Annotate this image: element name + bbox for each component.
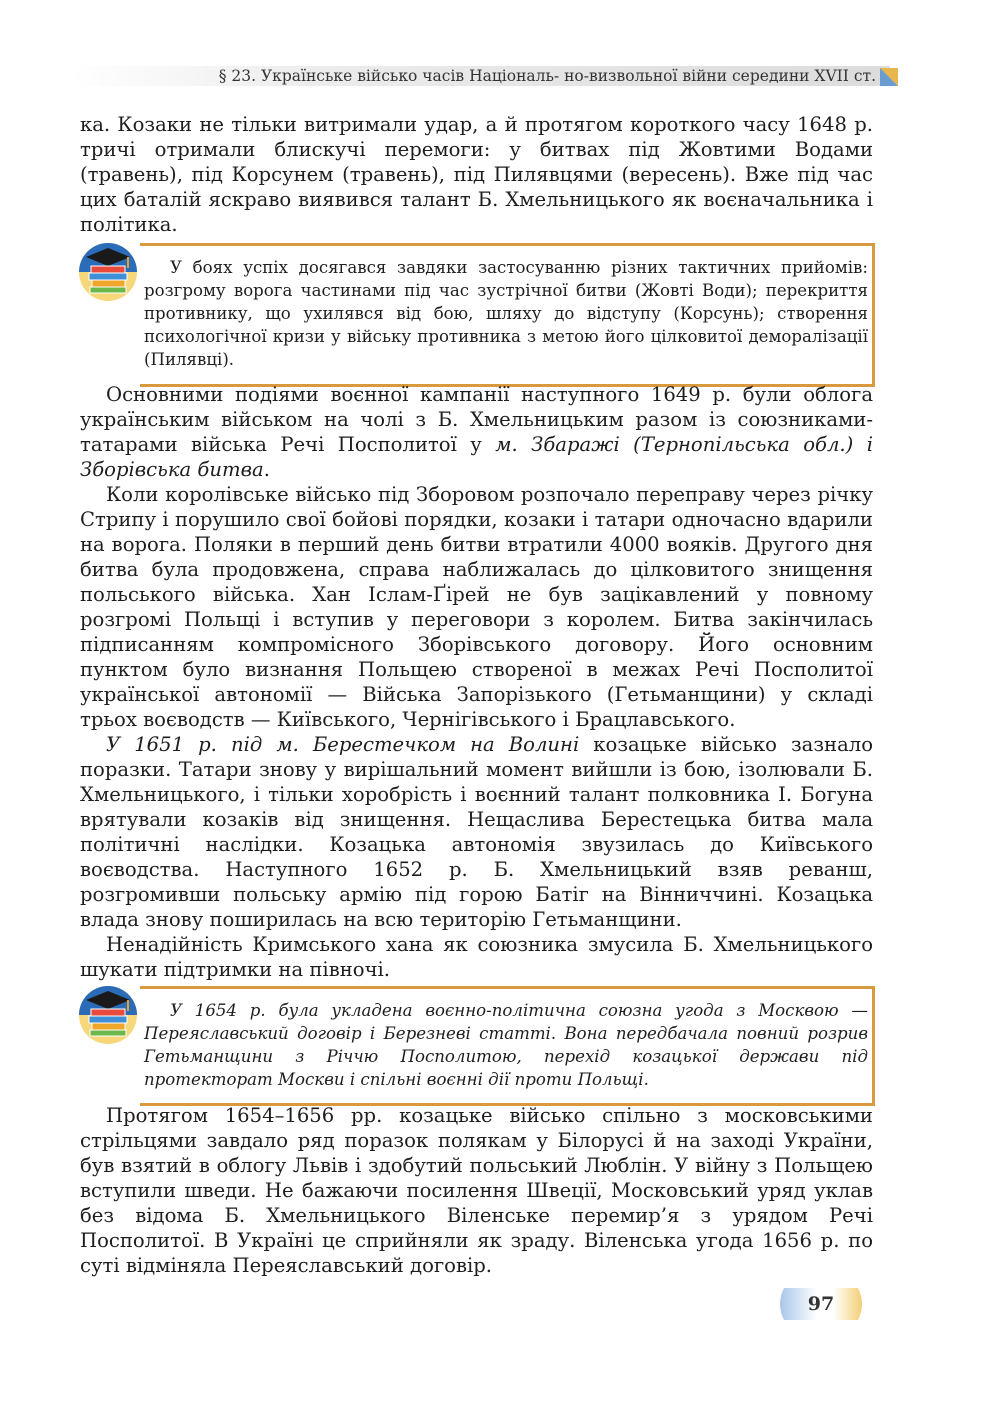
info-note-1 (140, 243, 875, 387)
info-note-2 (140, 986, 875, 1106)
running-header: § 23. Українське військо часів Національ- но-визвольної війни середини XVII ст. (218, 67, 876, 85)
page-corner-icon (880, 68, 898, 86)
info-note-2-text: У 1654 р. була укладена воєнно-політична союзна угода з Москвою — Переяславський договір і Березневі статті. Вона передбачала повний розрив Гетьманщини з Річчю Посполитою, перехід козацької держави під протекторат Москви і спільні воєнні дії проти Польщі. (144, 1001, 868, 1089)
info-note-1-text: У боях успіх досягався завдяки застосуванню різних тактичних прийомів: розгрому ворога частинами під час зустрічної битви (Жовті Води); перекриття противнику, що ухилявся від бою, шляху до відступу (Корсунь); створення психологічної кризи у війську противника з метою його цілковитої деморалізації (Пилявці). (144, 258, 868, 369)
paragraph-4 (80, 732, 873, 932)
paragraph-3: Коли королівське військо під Зборовом розпочало переправу через річку Стрипу і порушило свої бойові порядки, козаки і татари одночасно вдарили на ворога. Поляки в перший день битви втратили 4000 вояків. Другого дня битва була продовжена, справа наближалась до цілковитого знищення польського війська. Хан Іслам-Ґірей не був зацікавлений у повному розгромі Польщі і вступив у переговори з королем. Битва закінчилась підписанням компромісного Зборівського договору. Його основним пунктом було визнання Польщею створеної в межах Речі Посполитої української автономії — Війська Запорізького (Гетьманщини) у складі трьох воєводств — Київського, Чернігівського і Брацлавського. (80, 483, 873, 731)
paragraph-6: Протягом 1654–1656 рр. козацьке військо спільно з московськими стрільцями завдало ряд поразок полякам у Білорусі й на заході України, був взятий в облогу Львів і здобутий польський Люблін. У війну з Польщею вступили шведи. Не бажаючи посилення Швеції, Московський уряд уклав без відома Б. Хмельницького Віленське перемир’я з урядом Речі Посполитої. В Україні це сприйняли як зраду. Віленська угода 1656 р. по суті відміняла Переяславський договір. (80, 1104, 873, 1277)
paragraph-2 (80, 382, 873, 482)
page-number: 97 (807, 1293, 835, 1315)
paragraph-1: ка. Козаки не тільки витримали удар, а й протягом короткого часу 1648 р. тричі отримали блискучі перемоги: у битвах під Жовтими Водами (травень), під Корсунем (травень), під Пилявцями (вересень). Вже під час цих баталій яскраво виявився талант Б. Хмельницького як воєначальника і політика. (80, 113, 873, 236)
paragraph-5: Ненадійність Кримського хана як союзника змусила Б. Хмельницького шукати підтримки на півночі. (80, 933, 873, 981)
paragraph-4-text: козацьке військо зазнало поразки. Татари знову у вирішальний момент вийшли із бою, ізолювали Б. Хмельницького, і тільки хоробрість і воєнний талант полковника І. Богуна врятували козаків від знищення. Нещаслива Берестецька битва мала політичні наслідки. Козацька автономія звузилась до Київського воєводства. Наступного 1652 р. Б. Хмельницький взяв реванш, розгромивши польську армію під горою Батіг на Вінниччині. Козацька влада знову поширилась на всю територію Гетьманщини. (80, 733, 873, 931)
graduation-books-icon (78, 242, 138, 302)
paragraph-2-italic: м. Збаражі (Тернопільська обл.) і Зборівська битва (80, 433, 873, 481)
page-number-badge (776, 1286, 866, 1322)
graduation-books-icon (78, 985, 138, 1045)
paragraph-2-text: Основними подіями воєнної кампанії наступного 1649 р. були облога українським військом на чолі з Б. Хмельницьким разом із союзниками-татарами війська Речі Посполитої у (80, 383, 873, 456)
paragraph-2-end: . (263, 458, 270, 481)
paragraph-4-italic: У 1651 р. під м. Берестечком на Волині (106, 733, 580, 756)
